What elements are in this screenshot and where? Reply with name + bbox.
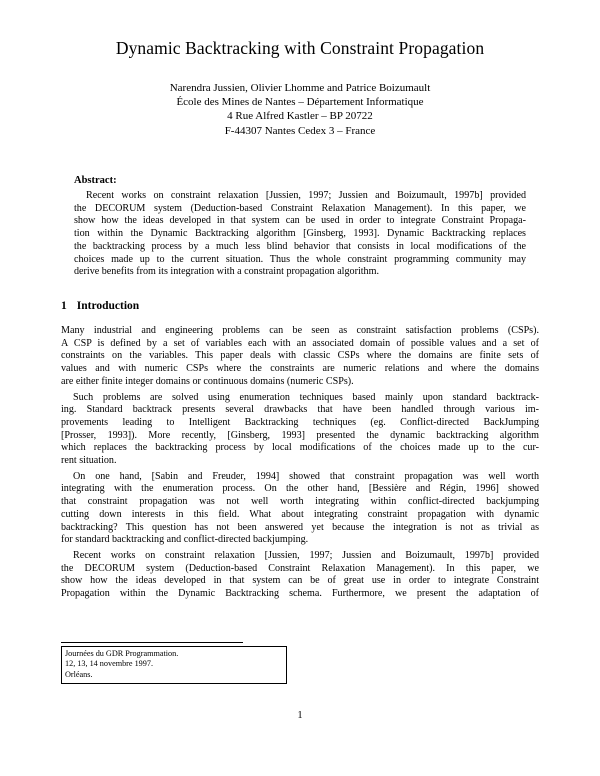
- body-line: Many industrial and engineering problems can be seen as constraint satisfaction problems (CSPs).: [61, 325, 539, 336]
- footnote-line: 12, 13, 14 novembre 1997.: [65, 659, 154, 669]
- abstract-heading: Abstract:: [74, 175, 117, 186]
- abstract-line: tion within the Dynamic Backtracking algorithm [Ginsberg, 1993]. Dynamic Backtracking replaces: [74, 228, 526, 240]
- body-line: the DECORUM system (Deduction-based Constraint Relaxation Management). In this paper, we: [61, 562, 539, 574]
- section-number: 1: [61, 300, 67, 312]
- body-line: are either finite integer domains or continuous domains (numeric CSPs).: [61, 375, 354, 387]
- body-line: ing. Standard backtrack presents several drawbacks that have been handled through various im-: [61, 404, 539, 416]
- body-line: cutting down interests in this field. What about integrating constraint propagation with dynamic: [61, 508, 539, 520]
- body-line: Such problems are solved using enumeration techniques based mainly upon standard backtrack-: [73, 391, 539, 403]
- section-title: Introduction: [76, 300, 140, 312]
- paragraph: [61, 471, 539, 547]
- abstract-line: the DECORUM system (Deduction-based Constraint Relaxation Management). In this paper, we: [74, 202, 526, 214]
- abstract-line: show how the ideas developed in that system can be used in order to integrate Constraint Propaga-: [74, 215, 526, 227]
- page-number: 1: [297, 710, 303, 721]
- paragraph: [61, 325, 539, 389]
- paragraph: [61, 550, 539, 601]
- paper-page: [61, 0, 539, 776]
- body-line: that constraint propagation was not well worth integrating within conflict-directed backjumping: [61, 496, 539, 508]
- body-line: Recent works on constraint relaxation [Jussien, 1997; Jussien and Boizumault, 1997b] provided: [73, 549, 539, 561]
- body-line: show how the ideas developed in that system can be of great use in order to integrate Constraint: [61, 575, 539, 587]
- author-affiliation: École des Mines de Nantes – Département Informatique: [176, 96, 424, 109]
- body-line: On one hand, [Sabin and Freuder, 1994] showed that constraint propagation was well worth: [73, 470, 539, 482]
- body-line: A CSP is defined by a set of variables each with an associated domain of possible values and a set of: [61, 337, 539, 349]
- paper-title: Dynamic Backtracking with Constraint Propagation: [115, 38, 485, 58]
- body-line: values and with numeric CSPs where the constraints are numeric relations and where the domains: [61, 363, 539, 375]
- author-block: [61, 81, 539, 138]
- author-address-city: F-44307 Nantes Cedex 3 – France: [224, 124, 376, 137]
- footnote-box: [61, 646, 287, 684]
- abstract-line: derive benefits from its integration with a constraint propagation algorithm.: [74, 266, 379, 278]
- body-line: for standard backtracking and conflict-directed backjumping.: [61, 534, 309, 546]
- author-address-street: 4 Rue Alfred Kastler – BP 20722: [227, 110, 373, 123]
- abstract-text: [74, 190, 526, 279]
- body-text: [61, 325, 539, 604]
- body-line: which replaces the backtracking process by local modifications of the choices made up to the cur-: [61, 442, 539, 454]
- footnote-line: Journées du GDR Programmation.: [65, 649, 179, 658]
- body-line: Propagation within the Dynamic Backtracking schema. Furthermore, we present the adaptation of: [61, 588, 539, 600]
- paragraph: [61, 392, 539, 468]
- body-line: constraints on the variables. This paper deals with classic CSPs where the domains are finite sets of: [61, 350, 539, 362]
- body-line: rent situation.: [61, 455, 117, 467]
- section-heading: [61, 300, 139, 312]
- body-line: integrating with the enumeration process. On the other hand, [Bessière and Régin, 1996] showed: [61, 483, 539, 495]
- abstract-line: Recent works on constraint relaxation [Jussien, 1997; Jussien and Boizumault, 1997b] provided: [86, 190, 526, 201]
- author-names: Narendra Jussien, Olivier Lhomme and Patrice Boizumault: [169, 82, 431, 94]
- abstract-line: the backtracking process by a much less blind behavior that consists in local modifications of the: [74, 240, 526, 252]
- body-line: backtracking? This question has not been answered yet because the integration is not as trivial as: [61, 521, 539, 533]
- body-line: [Prosser, 1993]). More recently, [Ginsberg, 1993] presented the dynamic backtracking algorithm: [61, 429, 539, 441]
- footnote-line: Orléans.: [65, 669, 93, 679]
- abstract-line: choices made up to the current situation. Thus the whole constraint programming community may: [74, 253, 526, 265]
- body-line: provements leading to Intelligent Backtracking techniques (eg. Conflict-directed BackJumping: [61, 416, 539, 428]
- footnote-rule: [61, 642, 243, 643]
